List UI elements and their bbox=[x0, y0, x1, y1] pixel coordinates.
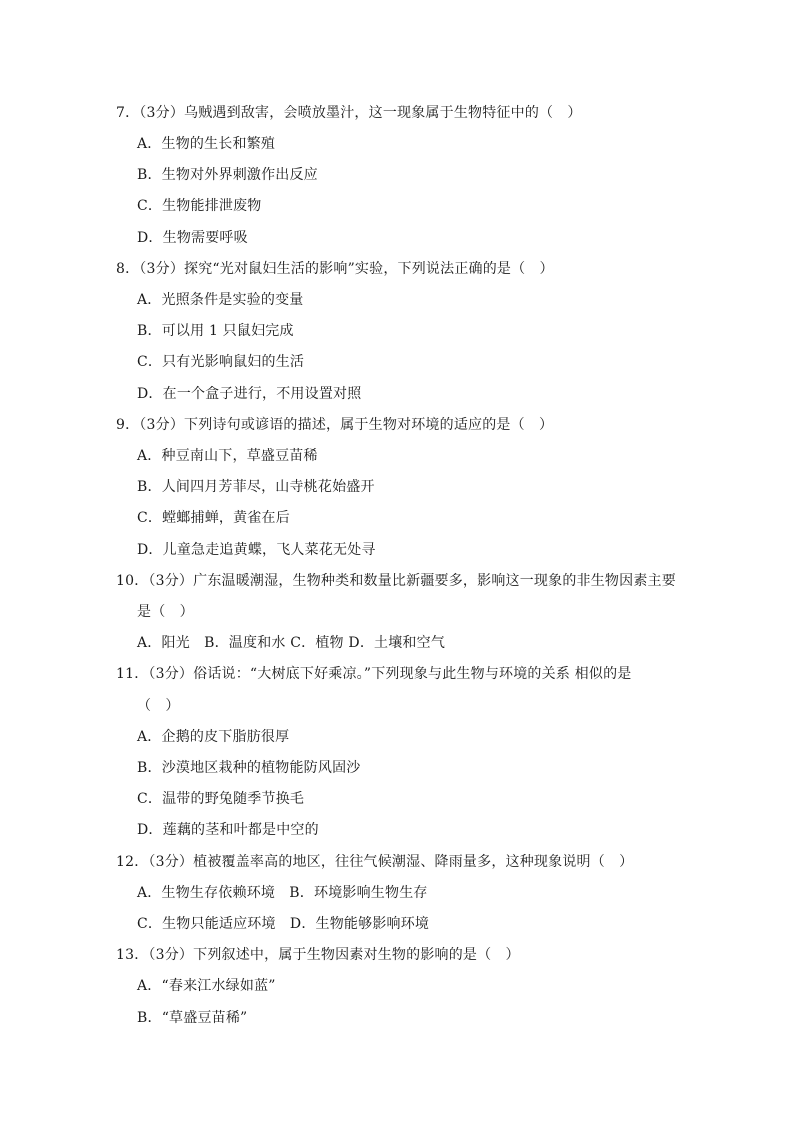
question-13-option-b: B．“草盛豆苗稀” bbox=[137, 1010, 248, 1026]
question-8-option-b: B．可以用 1 只鼠妇完成 bbox=[137, 323, 294, 339]
question-11-option-a: A．企鹅的皮下脂肪很厚 bbox=[137, 729, 290, 745]
question-8-option-a: A．光照条件是实验的变量 bbox=[137, 292, 304, 308]
question-7-option-a: A．生物的生长和繁殖 bbox=[137, 136, 276, 152]
question-8-option-c: C．只有光影响鼠妇的生活 bbox=[137, 354, 305, 370]
question-12-options-ab: A．生物生存依赖环境 B．环境影响生物生存 bbox=[137, 885, 428, 901]
question-7-option-b: B．生物对外界刺激作出反应 bbox=[137, 167, 318, 183]
question-9-option-d: D．儿童急走追黄蝶，飞人菜花无处寻 bbox=[137, 542, 376, 558]
question-11-option-b: B．沙漠地区栽种的植物能防风固沙 bbox=[137, 760, 361, 776]
question-7-stem: 7．（3分）乌贼遇到敌害，会喷放墨汁，这一现象属于生物特征中的（ ） bbox=[116, 105, 582, 121]
question-13-option-a: A．“春来江水绿如蓝” bbox=[137, 978, 276, 994]
question-12-stem: 12．（3分）植被覆盖率高的地区，往往气候潮湿、降雨量多，这种现象说明（ ） bbox=[116, 854, 634, 870]
question-8-option-d: D．在一个盒子进行，不用设置对照 bbox=[137, 386, 362, 402]
question-9-stem: 9．（3分）下列诗句或谚语的描述，属于生物对环境的适应的是（ ） bbox=[116, 417, 554, 433]
question-12-options-cd: C．生物只能适应环境 D．生物能够影响环境 bbox=[137, 916, 430, 932]
question-10-stem-continued: 是（ ） bbox=[137, 604, 194, 620]
question-11-stem: 11．（3分）俗话说：“大树底下好乘凉。”下列现象与此生物与环境的关系 相似的是 bbox=[116, 666, 632, 682]
question-11-stem-continued: （ ） bbox=[137, 698, 180, 714]
question-9-option-c: C．螳螂捕蝉，黄雀在后 bbox=[137, 510, 290, 526]
question-8-stem: 8．（3分）探究“光对鼠妇生活的影响”实验，下列说法正确的是（ ） bbox=[116, 261, 554, 277]
question-10-options: A．阳光 B．温度和水 C．植物 D．土壤和空气 bbox=[137, 635, 446, 651]
question-7-option-c: C．生物能排泄废物 bbox=[137, 198, 262, 214]
question-9-option-b: B．人间四月芳菲尽，山寺桃花始盛开 bbox=[137, 479, 375, 495]
question-13-stem: 13．（3分）下列叙述中，属于生物因素对生物的影响的是（ ） bbox=[116, 947, 520, 963]
question-11-option-d: D．莲藕的茎和叶都是中空的 bbox=[137, 822, 319, 838]
question-10-stem: 10．（3分）广东温暖潮湿，生物种类和数量比新疆要多，影响这一现象的非生物因素主要 bbox=[116, 573, 676, 589]
question-7-option-d: D．生物需要呼吸 bbox=[137, 230, 248, 246]
question-11-option-c: C．温带的野兔随季节换毛 bbox=[137, 791, 305, 807]
question-9-option-a: A．种豆南山下，草盛豆苗稀 bbox=[137, 448, 318, 464]
